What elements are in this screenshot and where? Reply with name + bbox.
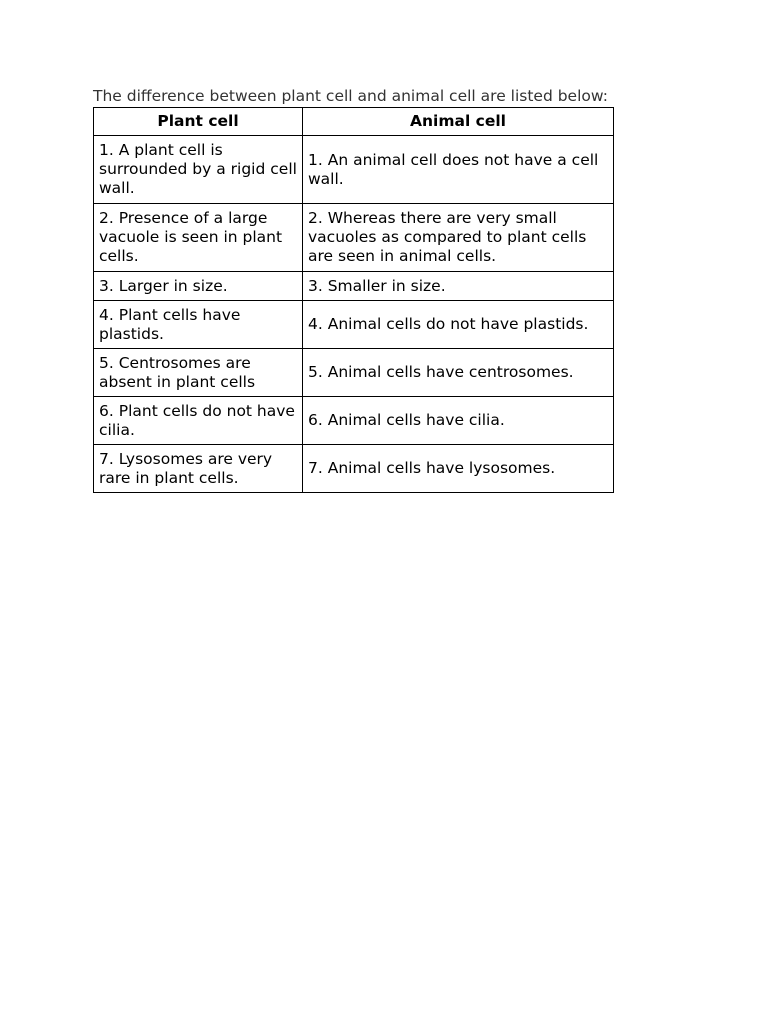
animal-cell-point: 6. Animal cells have cilia. [303,397,614,445]
plant-cell-point: 6. Plant cells do not have cilia. [94,397,303,445]
animal-cell-point: 4. Animal cells do not have plastids. [303,301,614,349]
table-row [94,397,614,445]
animal-cell-point: 5. Animal cells have centrosomes. [303,349,614,397]
table-row [94,349,614,397]
table-row [94,445,614,493]
header-animal-cell: Animal cell [303,108,614,136]
animal-cell-point: 1. An animal cell does not have a cell wall. [303,136,614,204]
table-row [94,204,614,272]
plant-cell-point: 4. Plant cells have plastids. [94,301,303,349]
table-row [94,272,614,301]
plant-cell-point: 5. Centrosomes are absent in plant cells [94,349,303,397]
plant-cell-point: 7. Lysosomes are very rare in plant cells. [94,445,303,493]
animal-cell-point: 3. Smaller in size. [303,272,614,301]
animal-cell-point: 7. Animal cells have lysosomes. [303,445,614,493]
table-row [94,136,614,204]
plant-cell-point: 3. Larger in size. [94,272,303,301]
intro-text: The difference between plant cell and animal cell are listed below: [93,87,608,105]
plant-cell-point: 1. A plant cell is surrounded by a rigid cell wall. [94,136,303,204]
animal-cell-point: 2. Whereas there are very small vacuoles as compared to plant cells are seen in animal cells. [303,204,614,272]
header-plant-cell: Plant cell [94,108,303,136]
table-header-row [94,108,614,136]
comparison-table [93,107,614,493]
plant-cell-point: 2. Presence of a large vacuole is seen in plant cells. [94,204,303,272]
table-row [94,301,614,349]
